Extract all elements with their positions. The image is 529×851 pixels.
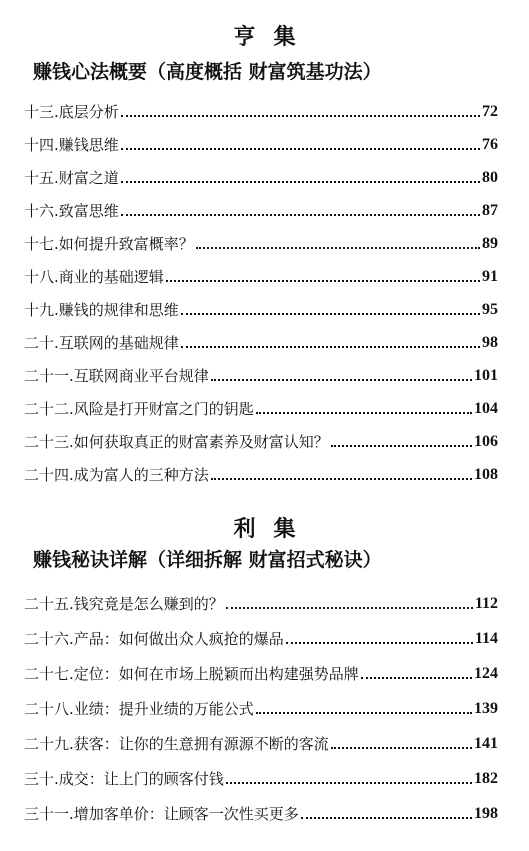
toc-item[interactable] <box>24 88 498 121</box>
section-subtitle: 赚钱心法概要（高度概括 财富筑基功法） <box>33 61 382 83</box>
toc-item[interactable] <box>24 352 498 385</box>
toc-item-label: 十九.赚钱的规律和思维 <box>24 301 179 319</box>
toc-list <box>24 578 498 823</box>
toc-item-label: 二十六.产品：如何做出众人疯抢的爆品 <box>24 630 284 648</box>
toc-item-label: 二十九.获客：让你的生意拥有源源不断的客流 <box>24 735 329 753</box>
toc-item[interactable] <box>24 385 498 418</box>
toc-item[interactable] <box>24 718 498 753</box>
toc-item-label: 三十.成交：让上门的顾客付钱 <box>24 770 224 788</box>
dot-leader <box>361 677 472 679</box>
dot-leader <box>181 346 480 348</box>
toc-item-page: 98 <box>482 334 498 351</box>
dot-leader <box>121 115 480 117</box>
toc-item[interactable] <box>24 253 498 286</box>
toc-item[interactable] <box>24 613 498 648</box>
toc-item-label: 二十三.如何获取真正的财富素养及财富认知？ <box>24 433 329 451</box>
toc-item[interactable] <box>24 648 498 683</box>
dot-leader <box>331 445 472 447</box>
toc-item-label: 十四.赚钱思维 <box>24 136 119 154</box>
dot-leader <box>256 712 472 714</box>
section-title: 利集 <box>233 516 314 542</box>
toc-item[interactable] <box>24 451 498 484</box>
toc-item-page: 91 <box>482 268 498 285</box>
toc-item-page: 104 <box>474 400 498 417</box>
toc-item-page: 101 <box>474 367 498 384</box>
toc-item-label: 二十一.互联网商业平台规律 <box>24 367 209 385</box>
toc-item[interactable] <box>24 154 498 187</box>
toc-item-label: 二十八.业绩：提升业绩的万能公式 <box>24 700 254 718</box>
toc-item[interactable] <box>24 220 498 253</box>
dot-leader <box>121 181 480 183</box>
dot-leader <box>211 379 472 381</box>
toc-item-page: 76 <box>482 136 498 153</box>
toc-item-label: 二十.互联网的基础规律 <box>24 334 179 352</box>
toc-item-page: 139 <box>474 700 498 717</box>
toc-item-page: 141 <box>474 735 498 752</box>
toc-item-label: 十六.致富思维 <box>24 202 119 220</box>
dot-leader <box>196 247 480 249</box>
toc-item[interactable] <box>24 788 498 823</box>
toc-item[interactable] <box>24 418 498 451</box>
toc-item-page: 87 <box>482 202 498 219</box>
toc-item-page: 198 <box>474 805 498 822</box>
toc-item-label: 二十四.成为富人的三种方法 <box>24 466 209 484</box>
toc-item-label: 十七.如何提升致富概率？ <box>24 235 194 253</box>
toc-item-label: 二十七.定位：如何在市场上脱颖而出构建强势品牌 <box>24 665 359 683</box>
dot-leader <box>331 747 472 749</box>
toc-item[interactable] <box>24 578 498 613</box>
toc-item-page: 95 <box>482 301 498 318</box>
dot-leader <box>286 642 473 644</box>
toc-item-page: 114 <box>474 630 498 647</box>
toc-item-page: 108 <box>474 466 498 483</box>
toc-item-page: 106 <box>474 433 498 450</box>
toc-item[interactable] <box>24 286 498 319</box>
toc-item-label: 十八.商业的基础逻辑 <box>24 268 164 286</box>
toc-item[interactable] <box>24 319 498 352</box>
toc-item[interactable] <box>24 187 498 220</box>
toc-item-label: 三十一.增加客单价：让顾客一次性买更多 <box>24 805 299 823</box>
toc-item-page: 124 <box>474 665 498 682</box>
toc-item[interactable] <box>24 683 498 718</box>
toc-list <box>24 88 498 484</box>
section-title: 亨集 <box>233 24 314 50</box>
toc-item-label: 十三.底层分析 <box>24 103 119 121</box>
toc-item[interactable] <box>24 121 498 154</box>
toc-item-page: 80 <box>482 169 498 186</box>
toc-item-label: 二十二.风险是打开财富之门的钥匙 <box>24 400 254 418</box>
toc-item-page: 182 <box>474 770 498 787</box>
toc-item-label: 二十五.钱究竟是怎么赚到的？ <box>24 595 224 613</box>
toc-item-page: 112 <box>474 595 498 612</box>
toc-item-page: 89 <box>482 235 498 252</box>
toc-item-page: 72 <box>482 103 498 120</box>
dot-leader <box>121 148 480 150</box>
dot-leader <box>166 280 480 282</box>
dot-leader <box>226 782 472 784</box>
dot-leader <box>181 313 480 315</box>
dot-leader <box>301 817 472 819</box>
toc-item-label: 十五.财富之道 <box>24 169 119 187</box>
dot-leader <box>256 412 472 414</box>
dot-leader <box>226 607 473 609</box>
dot-leader <box>121 214 480 216</box>
toc-item[interactable] <box>24 753 498 788</box>
dot-leader <box>211 478 472 480</box>
section-subtitle: 赚钱秘诀详解（详细拆解 财富招式秘诀） <box>33 549 382 571</box>
